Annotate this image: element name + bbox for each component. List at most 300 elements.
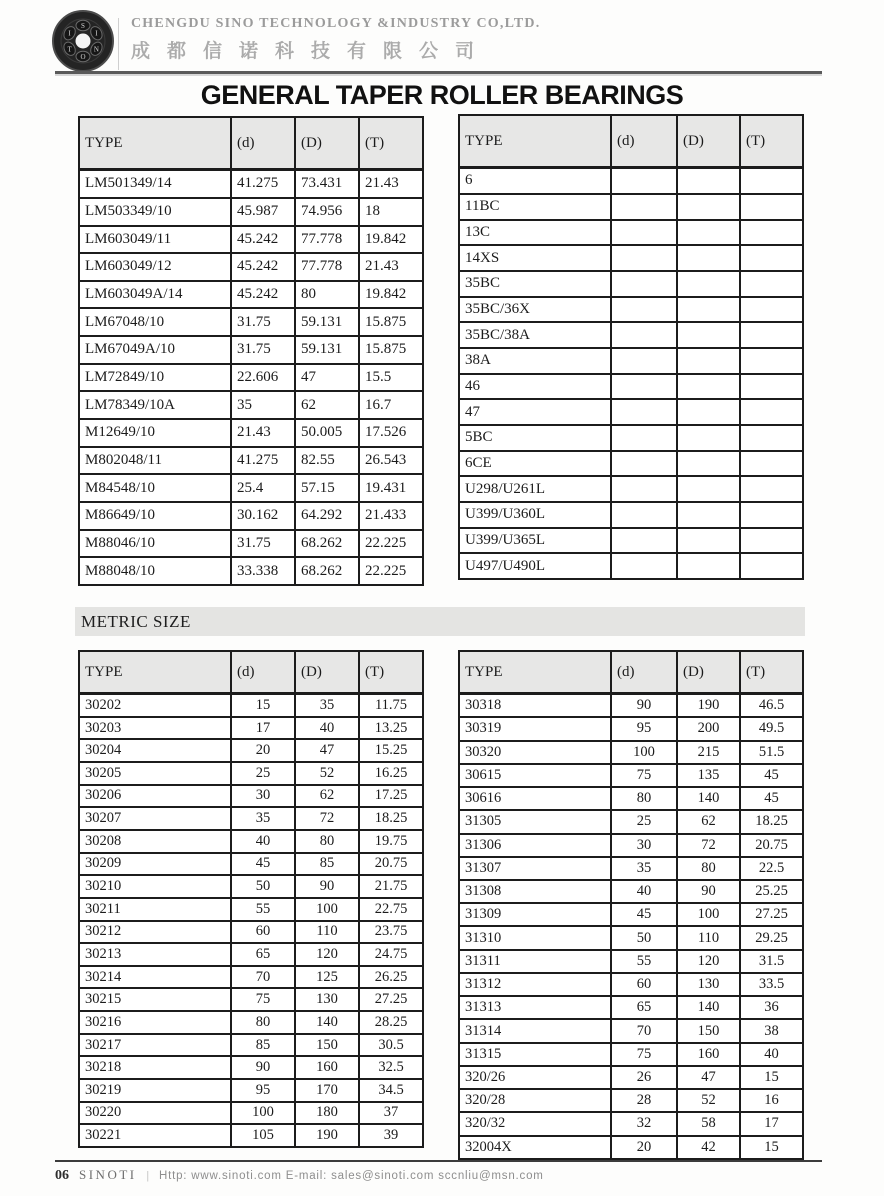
table-cell: 25 [611,810,677,833]
table-cell: 70 [611,1019,677,1042]
table-cell: 45.242 [231,226,295,254]
column-header: (d) [231,651,295,694]
metric-bearings-table-left [78,650,424,1148]
svg-text:I: I [95,29,98,38]
table-row [459,694,803,718]
table-cell: 55 [231,898,295,921]
table-cell: 31311 [459,950,611,973]
column-header: (d) [611,651,677,694]
table-cell: 65 [231,943,295,966]
table-cell: 80 [231,1011,295,1034]
table-cell: 19.431 [359,474,423,502]
table-cell: 13C [459,220,611,246]
table-row [459,502,803,528]
svg-text:I: I [68,29,71,38]
table-cell [677,553,740,579]
table-cell: 30207 [79,807,231,830]
table-row [459,1136,803,1159]
table-row [79,281,423,309]
table-cell: 95 [231,1079,295,1102]
table-cell: 135 [677,764,740,787]
table-cell: 30 [611,834,677,857]
table-cell: 34.5 [359,1079,423,1102]
table-cell [740,168,803,194]
table-cell [740,348,803,374]
table-row [459,764,803,787]
table-cell: 90 [231,1056,295,1079]
table-cell [677,451,740,477]
table-row [79,474,423,502]
table-row [79,226,423,254]
table-cell: 14XS [459,245,611,271]
table-cell [740,297,803,323]
table-cell [677,528,740,554]
table-cell [740,502,803,528]
table-cell: M88048/10 [79,557,231,585]
table-cell: 160 [677,1043,740,1066]
table-cell [677,399,740,425]
column-header: TYPE [459,651,611,694]
table-cell: 30212 [79,921,231,944]
table-cell: LM67049A/10 [79,336,231,364]
table-row [79,762,423,785]
table-cell: 150 [677,1019,740,1042]
table-row [459,880,803,903]
header-row [459,651,803,694]
table-cell: 90 [677,880,740,903]
table-cell: 31306 [459,834,611,857]
table-cell [611,476,677,502]
table-cell: 320/28 [459,1089,611,1112]
table-cell: 30215 [79,988,231,1011]
table-row [459,1019,803,1042]
table-cell: 17.526 [359,419,423,447]
table-cell: 125 [295,966,359,989]
table-row [79,447,423,475]
table-row [459,1043,803,1066]
table-cell: 30616 [459,787,611,810]
table-row [459,399,803,425]
table-cell: 130 [677,973,740,996]
table-row [79,1011,423,1034]
table-cell: 21.433 [359,502,423,530]
table-cell: 70 [231,966,295,989]
page-title: GENERAL TAPER ROLLER BEARINGS [200,80,684,110]
table-cell: 38A [459,348,611,374]
table-cell: 130 [295,988,359,1011]
table-cell: 31.75 [231,308,295,336]
table-row [459,476,803,502]
table-cell: M12649/10 [79,419,231,447]
table-cell [740,553,803,579]
table-cell: 47 [459,399,611,425]
table-cell: 190 [295,1124,359,1147]
table-cell: 17 [231,717,295,740]
inch-bearings-table-right [458,114,804,580]
table-cell [611,168,677,194]
table-cell: 30615 [459,764,611,787]
table-row [79,170,423,198]
inch-bearings-table-left [78,116,424,586]
table-cell: 30 [231,785,295,808]
column-header: TYPE [459,115,611,168]
table-row [459,1066,803,1089]
table-cell: 45 [740,787,803,810]
table-cell [677,348,740,374]
table-cell: 40 [740,1043,803,1066]
table-cell: 72 [677,834,740,857]
table-cell: 68.262 [295,530,359,558]
table-cell: 100 [677,903,740,926]
table-cell: 45 [611,903,677,926]
table-cell: 15.875 [359,336,423,364]
column-header: TYPE [79,651,231,694]
table-cell [611,399,677,425]
table-cell: 85 [231,1034,295,1057]
table-cell [611,348,677,374]
table-cell: 95 [611,717,677,740]
table-cell [677,425,740,451]
table-cell: 30320 [459,741,611,764]
table-cell: 28 [611,1089,677,1112]
table-cell: 47 [677,1066,740,1089]
table-cell: 215 [677,741,740,764]
table-cell: 22.606 [231,364,295,392]
table-cell: 40 [295,717,359,740]
table-cell: 59.131 [295,336,359,364]
table-cell: 36 [740,996,803,1019]
table-cell [611,194,677,220]
table-cell: 27.25 [359,988,423,1011]
table-cell: 120 [677,950,740,973]
table-cell: 30209 [79,853,231,876]
table-row [79,785,423,808]
table-cell: 42 [677,1136,740,1159]
table-cell [611,502,677,528]
table-cell: 30202 [79,694,231,717]
table-cell [740,322,803,348]
table-cell: 140 [677,787,740,810]
table-cell: 170 [295,1079,359,1102]
table-cell: 62 [677,810,740,833]
metric-size-label: METRIC SIZE [81,611,191,631]
table-cell: 31.75 [231,530,295,558]
table-row [79,502,423,530]
table-cell: 15.25 [359,739,423,762]
table-cell: LM603049/11 [79,226,231,254]
column-header: (D) [295,651,359,694]
footer [55,1167,822,1184]
table-cell: 60 [231,921,295,944]
table-cell: 31307 [459,857,611,880]
table-cell: 22.5 [740,857,803,880]
table-cell [677,271,740,297]
table-cell: 150 [295,1034,359,1057]
svg-text:S: S [81,22,85,30]
table-cell: 40 [611,880,677,903]
svg-text:T: T [67,45,72,54]
table-cell: 30220 [79,1102,231,1125]
table-cell: 60 [611,973,677,996]
table-cell: 80 [611,787,677,810]
table-cell: 30216 [79,1011,231,1034]
table-row [459,741,803,764]
page-number: 06 [55,1168,69,1183]
header-divider [118,18,119,70]
table-row [459,528,803,554]
table-cell: 51.5 [740,741,803,764]
table-row [79,830,423,853]
table-cell: 21.75 [359,875,423,898]
table-cell: 49.5 [740,717,803,740]
table-cell [740,476,803,502]
table-cell: 47 [295,739,359,762]
table-cell: 26.543 [359,447,423,475]
table-cell: 15 [740,1136,803,1159]
table-cell: 31313 [459,996,611,1019]
footer-brand: SINOTI [79,1167,137,1182]
table-row [459,903,803,926]
table-cell: 57.15 [295,474,359,502]
table-row [459,1112,803,1135]
table-cell: 140 [295,1011,359,1034]
table-cell: 77.778 [295,253,359,281]
footer-separator: | [146,1168,150,1182]
table-cell: 18.25 [740,810,803,833]
table-cell: 30214 [79,966,231,989]
table-cell: 19.842 [359,281,423,309]
table-cell: 100 [231,1102,295,1125]
table-cell: 19.75 [359,830,423,853]
table-cell [611,374,677,400]
table-cell [677,297,740,323]
table-cell: 30213 [79,943,231,966]
column-header: (d) [231,117,295,170]
metric-bearings-table-right [458,650,804,1160]
table-cell: 30221 [79,1124,231,1147]
table-cell: 77.778 [295,226,359,254]
header-row [79,117,423,170]
table-cell: 21.43 [359,170,423,198]
table-cell: U497/U490L [459,553,611,579]
table-cell: 75 [231,988,295,1011]
table-cell: 45 [740,764,803,787]
table-cell: 29.25 [740,926,803,949]
table-cell: 45.987 [231,198,295,226]
table-cell: 25.25 [740,880,803,903]
table-cell: 74.956 [295,198,359,226]
table-row [459,194,803,220]
table-row [459,1089,803,1112]
table-cell: 90 [295,875,359,898]
table-cell [677,476,740,502]
table-cell [740,528,803,554]
table-cell: 52 [295,762,359,785]
table-cell: 31.75 [231,336,295,364]
table-cell [677,245,740,271]
table-cell: LM72849/10 [79,364,231,392]
table-cell: 35 [231,391,295,419]
table-cell: 64.292 [295,502,359,530]
table-row [79,253,423,281]
bearing-logo-icon [50,7,116,73]
table-row [459,374,803,400]
table-row [459,973,803,996]
company-name-cn: 成都信诺科技有限公司 [131,41,492,62]
table-cell: M802048/11 [79,447,231,475]
table-cell: 58 [677,1112,740,1135]
table-cell: 30208 [79,830,231,853]
table-cell: 320/26 [459,1066,611,1089]
column-header: (D) [295,117,359,170]
table-row [459,451,803,477]
table-cell: 200 [677,717,740,740]
table-cell: 30211 [79,898,231,921]
table-cell: 31314 [459,1019,611,1042]
table-cell: 21.43 [231,419,295,447]
table-cell: 32004X [459,1136,611,1159]
table-cell: 38 [740,1019,803,1042]
table-cell: 11.75 [359,694,423,717]
table-cell: 15 [740,1066,803,1089]
table-cell: 41.275 [231,170,295,198]
table-cell [611,322,677,348]
table-cell: 30219 [79,1079,231,1102]
table-cell: 37 [359,1102,423,1125]
table-cell: 35BC/38A [459,322,611,348]
table-row [79,875,423,898]
table-cell: 52 [677,1089,740,1112]
table-cell [740,425,803,451]
table-cell: 50.005 [295,419,359,447]
table-row [79,694,423,717]
table-cell: 27.25 [740,903,803,926]
column-header: (d) [611,115,677,168]
table-cell: 11BC [459,194,611,220]
table-row [459,553,803,579]
svg-text:O: O [80,53,86,61]
table-row [459,950,803,973]
table-cell: 17.25 [359,785,423,808]
table-row [459,348,803,374]
table-cell [677,194,740,220]
table-row [79,807,423,830]
table-cell: 32 [611,1112,677,1135]
table-cell [677,374,740,400]
table-cell: 5BC [459,425,611,451]
table-row [459,996,803,1019]
table-cell: 85 [295,853,359,876]
table-cell: 35 [295,694,359,717]
table-cell [611,425,677,451]
table-cell: 22.75 [359,898,423,921]
table-cell [611,220,677,246]
table-cell: 13.25 [359,717,423,740]
table-cell: 62 [295,785,359,808]
table-cell: LM78349/10A [79,391,231,419]
table-row [459,425,803,451]
table-cell: 35 [611,857,677,880]
table-cell: 80 [677,857,740,880]
table-cell: 24.75 [359,943,423,966]
table-cell [611,451,677,477]
table-row [79,198,423,226]
table-cell: LM67048/10 [79,308,231,336]
table-cell: 82.55 [295,447,359,475]
table-cell: 20.75 [359,853,423,876]
table-row [79,530,423,558]
table-row [79,308,423,336]
table-row [79,921,423,944]
column-header: (D) [677,115,740,168]
table-cell: 110 [295,921,359,944]
table-cell [677,220,740,246]
table-cell: 45.242 [231,253,295,281]
table-row [459,322,803,348]
svg-text:N: N [93,45,99,54]
table-cell: 20.75 [740,834,803,857]
table-row [79,557,423,585]
header-rule [55,71,822,74]
table-cell: 35 [231,807,295,830]
table-cell: 45.242 [231,281,295,309]
table-cell [740,374,803,400]
table-cell: 26.25 [359,966,423,989]
table-cell: 20 [231,739,295,762]
table-cell: 35BC/36X [459,297,611,323]
table-cell: LM503349/10 [79,198,231,226]
table-cell: 30206 [79,785,231,808]
table-cell: 80 [295,281,359,309]
table-cell: 90 [611,694,677,718]
table-cell: LM603049/12 [79,253,231,281]
header-row [79,651,423,694]
column-header: (T) [359,651,423,694]
table-cell: LM603049A/14 [79,281,231,309]
table-row [79,717,423,740]
table-cell: 25.4 [231,474,295,502]
table-row [79,1102,423,1125]
table-cell: 28.25 [359,1011,423,1034]
table-cell [611,553,677,579]
table-cell: 120 [295,943,359,966]
table-cell: 31312 [459,973,611,996]
table-row [79,898,423,921]
column-header: (T) [359,117,423,170]
table-cell [611,271,677,297]
table-row [79,364,423,392]
table-cell: 30204 [79,739,231,762]
table-row [459,787,803,810]
table-cell: 23.75 [359,921,423,944]
table-cell: 30218 [79,1056,231,1079]
table-cell: 100 [611,741,677,764]
table-cell: 25 [231,762,295,785]
table-cell: 16.7 [359,391,423,419]
table-cell: U399/U365L [459,528,611,554]
table-cell: 39 [359,1124,423,1147]
table-row [459,297,803,323]
table-row [79,1124,423,1147]
table-cell: 73.431 [295,170,359,198]
table-cell: 26 [611,1066,677,1089]
footer-rule [55,1160,822,1162]
table-cell: 30203 [79,717,231,740]
column-header: (T) [740,115,803,168]
table-cell [740,220,803,246]
table-cell: 50 [611,926,677,949]
table-cell: 47 [295,364,359,392]
